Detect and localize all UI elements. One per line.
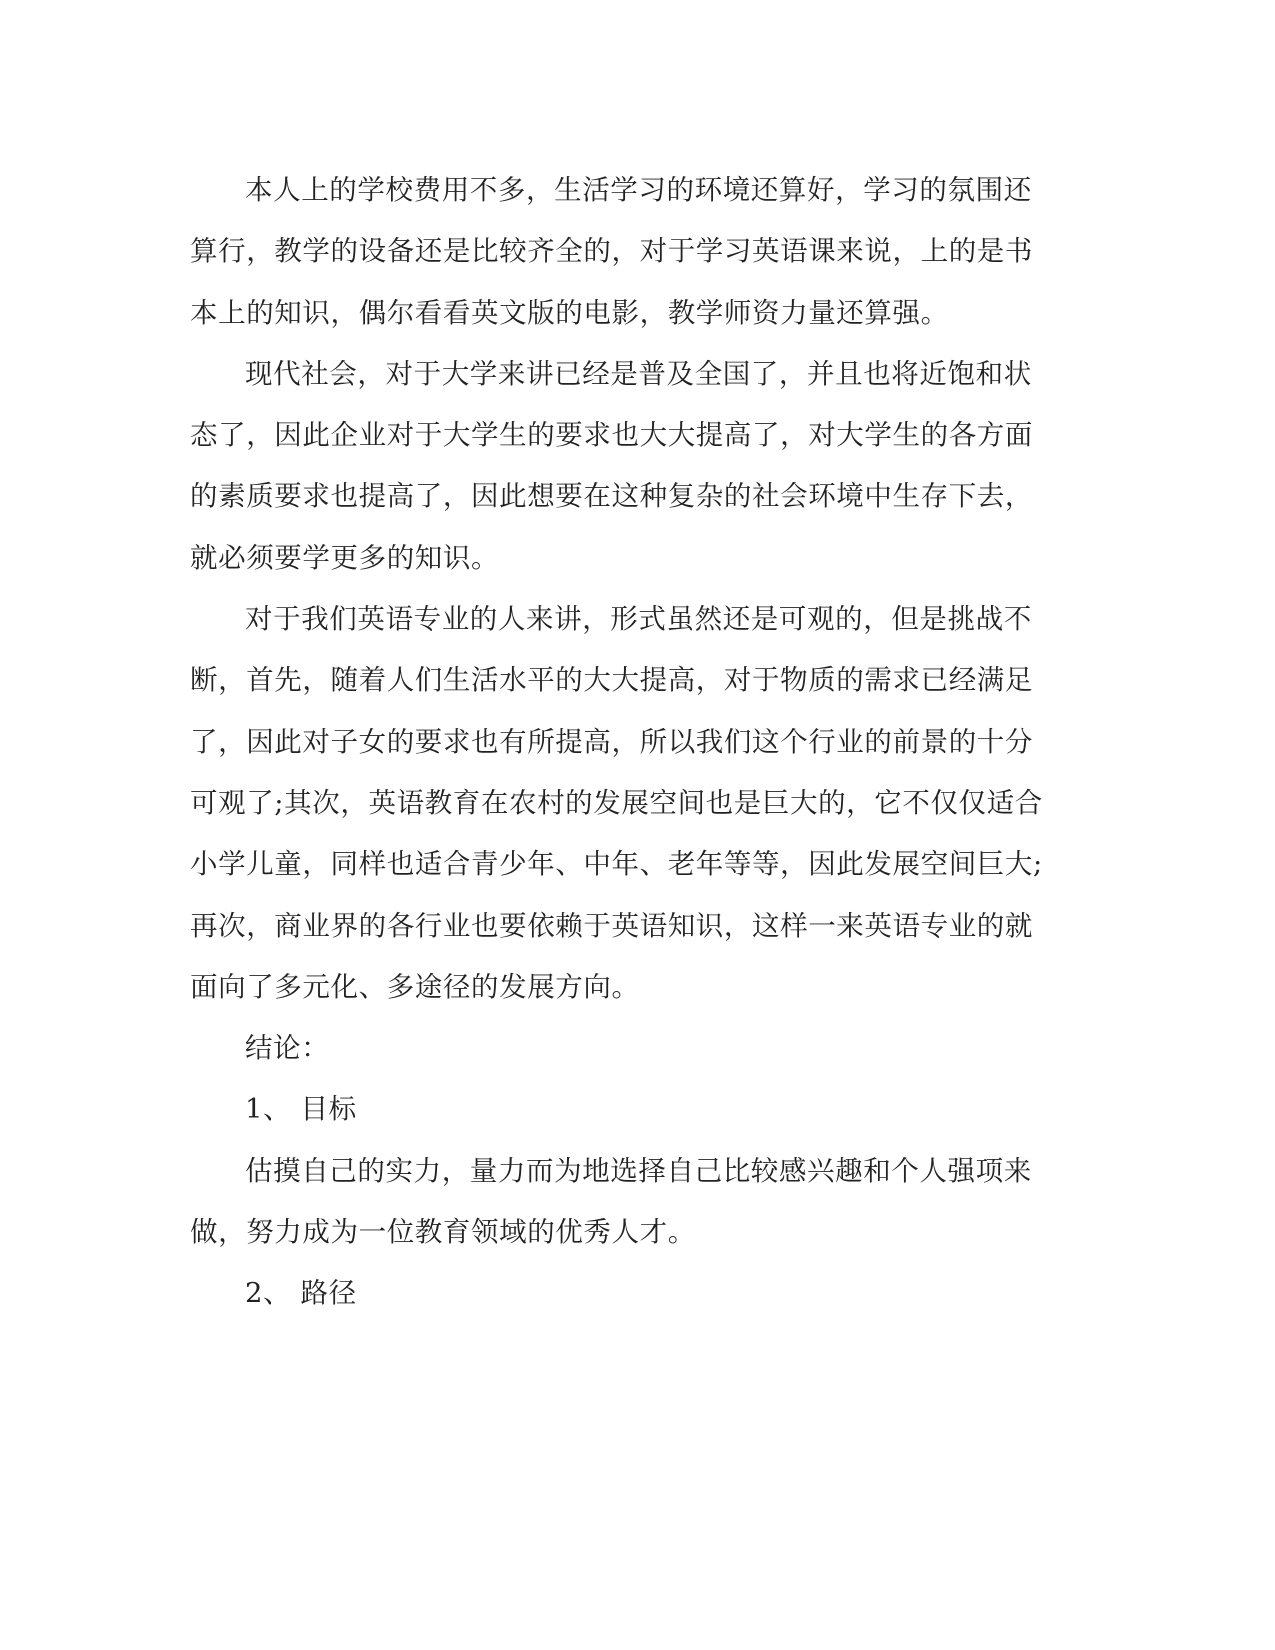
text-line: 小学儿童，同样也适合青少年、中年、老年等等，因此发展空间巨大; [190, 848, 1043, 881]
paragraph-goal [190, 1141, 1085, 1264]
text-line: 了，因此对子女的要求也有所提高，所以我们这个行业的前景的十分 [190, 725, 1033, 758]
conclusion-label: 结论： [245, 1032, 330, 1065]
text-line: 本上的知识，偶尔看看英文版的电影，教学师资力量还算强。 [190, 296, 949, 329]
paragraph-english-major-prospects [190, 589, 1085, 1018]
text-line: 本人上的学校费用不多，生活学习的环境还算好，学习的氛围还 [245, 174, 1032, 206]
document-body [190, 160, 1085, 1325]
text-line: 做，努力成为一位教育领域的优秀人才。 [190, 1216, 696, 1249]
text-line: 可观了;其次，英语教育在农村的发展空间也是巨大的，它不仅仅适合 [190, 786, 1043, 819]
text-line: 估摸自己的实力，量力而为地选择自己比较感兴趣和个人强项来 [245, 1154, 1032, 1187]
item-2-heading: 2、 路径 [245, 1277, 357, 1310]
text-line: 现代社会，对于大学来讲已经是普及全国了，并且也将近饱和状 [245, 357, 1032, 390]
text-line: 态了，因此企业对于大学生的要求也大大提高了，对大学生的各方面 [190, 419, 1033, 452]
text-line: 就必须要学更多的知识。 [190, 541, 500, 574]
paragraph-modern-society [190, 344, 1085, 589]
text-line: 面向了多元化、多途径的发展方向。 [190, 970, 640, 1003]
text-line: 算行，教学的设备还是比较齐全的，对于学习英语课来说，上的是书 [190, 235, 1033, 268]
text-line: 再次，商业界的各行业也要依赖于英语知识，这样一来英语专业的就 [190, 909, 1033, 942]
item-1-heading: 1、 目标 [245, 1093, 357, 1126]
text-line: 断，首先，随着人们生活水平的大大提高，对于物质的需求已经满足 [190, 664, 1033, 697]
text-line: 的素质要求也提高了，因此想要在这种复杂的社会环境中生存下去， [190, 480, 1033, 513]
paragraph-school-environment [190, 160, 1085, 344]
text-line: 对于我们英语专业的人来讲，形式虽然还是可观的，但是挑战不 [245, 603, 1032, 636]
